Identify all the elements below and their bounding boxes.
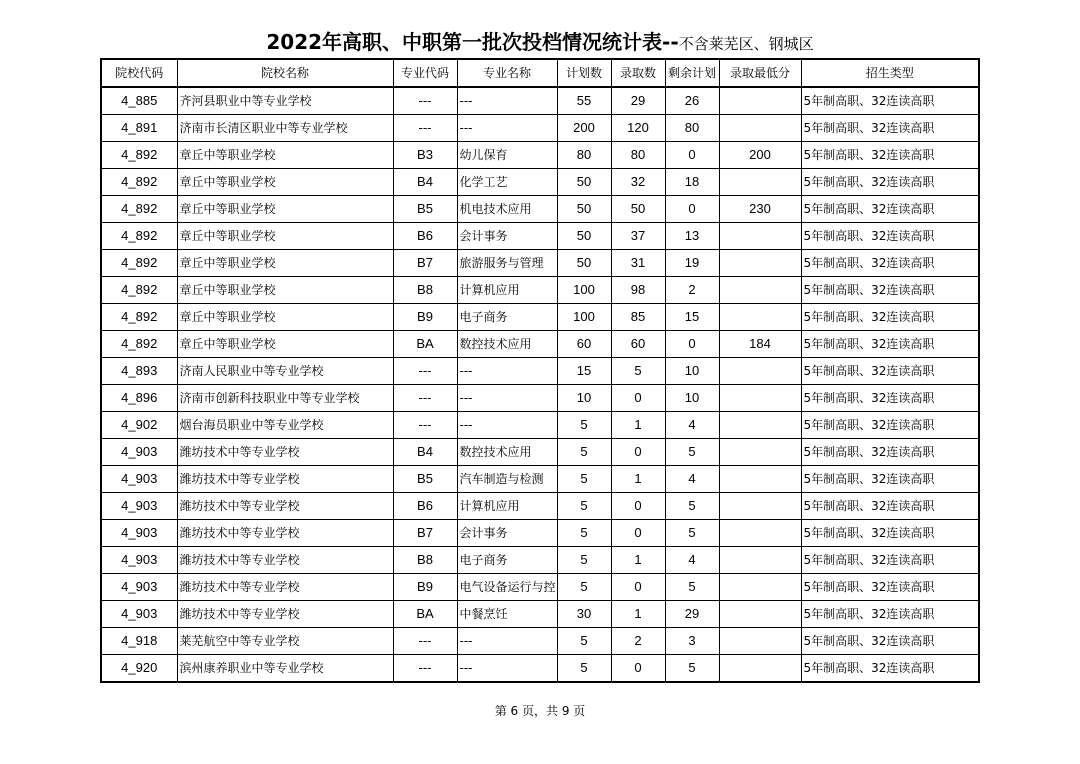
col-header-major-code: 专业代码 — [393, 59, 457, 87]
cell-plan: 30 — [557, 601, 611, 628]
cell-type: 5年制高职、32连读高职 — [801, 142, 979, 169]
cell-major-name: --- — [457, 87, 557, 115]
cell-remaining: 19 — [665, 250, 719, 277]
cell-major-name: 计算机应用 — [457, 277, 557, 304]
cell-major-code: B6 — [393, 223, 457, 250]
cell-admitted: 32 — [611, 169, 665, 196]
cell-plan: 50 — [557, 223, 611, 250]
cell-school-code: 4_885 — [101, 87, 177, 115]
cell-school-name: 章丘中等职业学校 — [177, 331, 393, 358]
cell-major-code: B4 — [393, 169, 457, 196]
cell-min-score — [719, 520, 801, 547]
table-row — [101, 412, 979, 439]
cell-remaining: 80 — [665, 115, 719, 142]
cell-major-name: --- — [457, 358, 557, 385]
cell-type: 5年制高职、32连读高职 — [801, 493, 979, 520]
cell-min-score — [719, 358, 801, 385]
cell-school-code: 4_903 — [101, 601, 177, 628]
cell-major-code: --- — [393, 358, 457, 385]
cell-school-code: 4_892 — [101, 331, 177, 358]
cell-school-code: 4_903 — [101, 439, 177, 466]
cell-major-name: 机电技术应用 — [457, 196, 557, 223]
cell-major-name: --- — [457, 385, 557, 412]
cell-major-name: 旅游服务与管理 — [457, 250, 557, 277]
page-title — [0, 26, 1080, 55]
table-row — [101, 574, 979, 601]
cell-min-score — [719, 385, 801, 412]
cell-major-name: 数控技术应用 — [457, 331, 557, 358]
title-main: 2022年高职、中职第一批次投档情况统计表-- — [266, 30, 679, 54]
cell-type: 5年制高职、32连读高职 — [801, 196, 979, 223]
table-row — [101, 628, 979, 655]
cell-major-name: --- — [457, 628, 557, 655]
cell-school-code: 4_891 — [101, 115, 177, 142]
cell-type: 5年制高职、32连读高职 — [801, 331, 979, 358]
cell-major-name: 电子商务 — [457, 304, 557, 331]
cell-remaining: 18 — [665, 169, 719, 196]
cell-school-name: 烟台海员职业中等专业学校 — [177, 412, 393, 439]
col-header-major-name: 专业名称 — [457, 59, 557, 87]
cell-plan: 5 — [557, 655, 611, 683]
cell-school-name: 潍坊技术中等专业学校 — [177, 601, 393, 628]
cell-min-score — [719, 466, 801, 493]
cell-type: 5年制高职、32连读高职 — [801, 574, 979, 601]
cell-major-name: 会计事务 — [457, 520, 557, 547]
cell-major-code: --- — [393, 115, 457, 142]
cell-plan: 15 — [557, 358, 611, 385]
cell-plan: 5 — [557, 520, 611, 547]
cell-major-code: B4 — [393, 439, 457, 466]
cell-min-score — [719, 628, 801, 655]
cell-major-code: --- — [393, 385, 457, 412]
cell-min-score — [719, 169, 801, 196]
table-row — [101, 223, 979, 250]
cell-min-score — [719, 655, 801, 683]
cell-type: 5年制高职、32连读高职 — [801, 358, 979, 385]
cell-major-name: 会计事务 — [457, 223, 557, 250]
cell-plan: 5 — [557, 493, 611, 520]
table-row — [101, 547, 979, 574]
cell-school-code: 4_892 — [101, 196, 177, 223]
cell-school-name: 章丘中等职业学校 — [177, 223, 393, 250]
cell-major-name: 幼儿保育 — [457, 142, 557, 169]
cell-remaining: 5 — [665, 439, 719, 466]
table-row — [101, 520, 979, 547]
cell-major-name: --- — [457, 115, 557, 142]
cell-remaining: 2 — [665, 277, 719, 304]
cell-major-code: B9 — [393, 574, 457, 601]
cell-remaining: 4 — [665, 412, 719, 439]
cell-school-code: 4_920 — [101, 655, 177, 683]
col-header-admitted: 录取数 — [611, 59, 665, 87]
cell-remaining: 0 — [665, 196, 719, 223]
cell-major-code: B8 — [393, 547, 457, 574]
cell-remaining: 0 — [665, 142, 719, 169]
cell-remaining: 13 — [665, 223, 719, 250]
cell-min-score — [719, 115, 801, 142]
cell-min-score — [719, 250, 801, 277]
cell-type: 5年制高职、32连读高职 — [801, 466, 979, 493]
cell-plan: 200 — [557, 115, 611, 142]
admissions-table — [100, 58, 980, 683]
cell-plan: 5 — [557, 412, 611, 439]
cell-min-score — [719, 439, 801, 466]
table-row — [101, 466, 979, 493]
cell-remaining: 3 — [665, 628, 719, 655]
cell-school-code: 4_903 — [101, 520, 177, 547]
cell-min-score — [719, 304, 801, 331]
cell-admitted: 0 — [611, 520, 665, 547]
cell-admitted: 0 — [611, 655, 665, 683]
cell-min-score: 200 — [719, 142, 801, 169]
cell-min-score — [719, 493, 801, 520]
cell-school-code: 4_892 — [101, 169, 177, 196]
cell-school-name: 潍坊技术中等专业学校 — [177, 547, 393, 574]
page-footer: 第 6 页，共 9 页 — [494, 704, 586, 718]
table-header-row — [101, 59, 979, 87]
table-row — [101, 304, 979, 331]
cell-min-score — [719, 223, 801, 250]
cell-type: 5年制高职、32连读高职 — [801, 250, 979, 277]
cell-school-code: 4_892 — [101, 223, 177, 250]
cell-remaining: 4 — [665, 547, 719, 574]
cell-min-score — [719, 574, 801, 601]
cell-major-name: 计算机应用 — [457, 493, 557, 520]
cell-major-code: B8 — [393, 277, 457, 304]
cell-min-score — [719, 547, 801, 574]
cell-major-code: BA — [393, 601, 457, 628]
cell-remaining: 10 — [665, 358, 719, 385]
cell-school-code: 4_892 — [101, 277, 177, 304]
cell-major-name: 电子商务 — [457, 547, 557, 574]
col-header-plan: 计划数 — [557, 59, 611, 87]
table-row — [101, 493, 979, 520]
cell-admitted: 50 — [611, 196, 665, 223]
cell-school-name: 济南人民职业中等专业学校 — [177, 358, 393, 385]
table-row — [101, 439, 979, 466]
cell-type: 5年制高职、32连读高职 — [801, 169, 979, 196]
cell-school-code: 4_903 — [101, 574, 177, 601]
cell-major-code: B7 — [393, 250, 457, 277]
cell-remaining: 10 — [665, 385, 719, 412]
col-header-remaining: 剩余计划 — [665, 59, 719, 87]
cell-school-name: 莱芜航空中等专业学校 — [177, 628, 393, 655]
col-header-school-code: 院校代码 — [101, 59, 177, 87]
cell-plan: 10 — [557, 385, 611, 412]
cell-type: 5年制高职、32连读高职 — [801, 655, 979, 683]
cell-school-code: 4_903 — [101, 493, 177, 520]
cell-admitted: 98 — [611, 277, 665, 304]
cell-remaining: 5 — [665, 655, 719, 683]
cell-remaining: 29 — [665, 601, 719, 628]
col-header-min-score: 录取最低分 — [719, 59, 801, 87]
title-subtitle: 不含莱芜区、钢城区 — [678, 35, 814, 53]
cell-school-code: 4_892 — [101, 304, 177, 331]
cell-major-code: B6 — [393, 493, 457, 520]
cell-school-name: 章丘中等职业学校 — [177, 250, 393, 277]
cell-major-code: B5 — [393, 466, 457, 493]
cell-remaining: 5 — [665, 520, 719, 547]
cell-major-code: B9 — [393, 304, 457, 331]
cell-major-code: --- — [393, 87, 457, 115]
cell-major-name: --- — [457, 412, 557, 439]
cell-plan: 60 — [557, 331, 611, 358]
cell-plan: 5 — [557, 574, 611, 601]
table-row — [101, 169, 979, 196]
cell-type: 5年制高职、32连读高职 — [801, 547, 979, 574]
table-body — [101, 87, 979, 682]
cell-type: 5年制高职、32连读高职 — [801, 439, 979, 466]
cell-type: 5年制高职、32连读高职 — [801, 385, 979, 412]
cell-school-name: 滨州康养职业中等专业学校 — [177, 655, 393, 683]
cell-admitted: 1 — [611, 547, 665, 574]
cell-min-score — [719, 601, 801, 628]
cell-admitted: 0 — [611, 493, 665, 520]
cell-major-code: --- — [393, 412, 457, 439]
cell-school-name: 潍坊技术中等专业学校 — [177, 493, 393, 520]
cell-school-name: 潍坊技术中等专业学校 — [177, 439, 393, 466]
cell-school-name: 潍坊技术中等专业学校 — [177, 466, 393, 493]
cell-school-code: 4_892 — [101, 142, 177, 169]
table-row — [101, 115, 979, 142]
cell-plan: 5 — [557, 547, 611, 574]
cell-plan: 100 — [557, 277, 611, 304]
cell-admitted: 29 — [611, 87, 665, 115]
cell-admitted: 85 — [611, 304, 665, 331]
cell-major-name: 电气设备运行与控 — [457, 574, 557, 601]
cell-type: 5年制高职、32连读高职 — [801, 304, 979, 331]
cell-min-score: 184 — [719, 331, 801, 358]
cell-admitted: 1 — [611, 601, 665, 628]
cell-plan: 50 — [557, 250, 611, 277]
cell-school-name: 潍坊技术中等专业学校 — [177, 574, 393, 601]
table-row — [101, 358, 979, 385]
cell-major-code: B7 — [393, 520, 457, 547]
cell-admitted: 80 — [611, 142, 665, 169]
cell-school-code: 4_903 — [101, 547, 177, 574]
cell-school-name: 章丘中等职业学校 — [177, 142, 393, 169]
cell-major-code: B3 — [393, 142, 457, 169]
cell-type: 5年制高职、32连读高职 — [801, 223, 979, 250]
col-header-school-name: 院校名称 — [177, 59, 393, 87]
table-row — [101, 142, 979, 169]
cell-school-name: 潍坊技术中等专业学校 — [177, 520, 393, 547]
cell-school-code: 4_902 — [101, 412, 177, 439]
cell-plan: 5 — [557, 466, 611, 493]
cell-remaining: 5 — [665, 574, 719, 601]
cell-school-name: 章丘中等职业学校 — [177, 304, 393, 331]
cell-remaining: 4 — [665, 466, 719, 493]
cell-school-code: 4_893 — [101, 358, 177, 385]
cell-type: 5年制高职、32连读高职 — [801, 628, 979, 655]
cell-school-name: 济南市长清区职业中等专业学校 — [177, 115, 393, 142]
cell-school-name: 章丘中等职业学校 — [177, 277, 393, 304]
cell-plan: 55 — [557, 87, 611, 115]
table-row — [101, 87, 979, 115]
cell-remaining: 26 — [665, 87, 719, 115]
cell-major-code: --- — [393, 655, 457, 683]
cell-major-name: 汽车制造与检测 — [457, 466, 557, 493]
cell-plan: 50 — [557, 169, 611, 196]
cell-admitted: 1 — [611, 466, 665, 493]
cell-min-score — [719, 412, 801, 439]
cell-type: 5年制高职、32连读高职 — [801, 87, 979, 115]
cell-remaining: 5 — [665, 493, 719, 520]
col-header-type: 招生类型 — [801, 59, 979, 87]
cell-plan: 5 — [557, 628, 611, 655]
cell-type: 5年制高职、32连读高职 — [801, 115, 979, 142]
cell-admitted: 0 — [611, 385, 665, 412]
table-row — [101, 331, 979, 358]
cell-type: 5年制高职、32连读高职 — [801, 412, 979, 439]
table-row — [101, 601, 979, 628]
cell-major-name: 数控技术应用 — [457, 439, 557, 466]
cell-major-name: 化学工艺 — [457, 169, 557, 196]
cell-school-name: 齐河县职业中等专业学校 — [177, 87, 393, 115]
cell-admitted: 60 — [611, 331, 665, 358]
cell-school-code: 4_903 — [101, 466, 177, 493]
cell-type: 5年制高职、32连读高职 — [801, 601, 979, 628]
cell-school-code: 4_918 — [101, 628, 177, 655]
cell-admitted: 0 — [611, 439, 665, 466]
cell-admitted: 1 — [611, 412, 665, 439]
table-row — [101, 655, 979, 683]
cell-major-code: --- — [393, 628, 457, 655]
cell-type: 5年制高职、32连读高职 — [801, 520, 979, 547]
cell-min-score — [719, 87, 801, 115]
cell-admitted: 0 — [611, 574, 665, 601]
cell-major-code: B5 — [393, 196, 457, 223]
cell-school-code: 4_896 — [101, 385, 177, 412]
cell-admitted: 37 — [611, 223, 665, 250]
cell-min-score — [719, 277, 801, 304]
cell-admitted: 31 — [611, 250, 665, 277]
table-row — [101, 196, 979, 223]
cell-plan: 5 — [557, 439, 611, 466]
cell-admitted: 120 — [611, 115, 665, 142]
cell-major-name: 中餐烹饪 — [457, 601, 557, 628]
cell-min-score: 230 — [719, 196, 801, 223]
cell-type: 5年制高职、32连读高职 — [801, 277, 979, 304]
cell-plan: 80 — [557, 142, 611, 169]
cell-major-name: --- — [457, 655, 557, 683]
cell-admitted: 5 — [611, 358, 665, 385]
cell-plan: 100 — [557, 304, 611, 331]
cell-remaining: 0 — [665, 331, 719, 358]
table-row — [101, 277, 979, 304]
table-row — [101, 250, 979, 277]
cell-school-name: 章丘中等职业学校 — [177, 169, 393, 196]
table-row — [101, 385, 979, 412]
cell-school-code: 4_892 — [101, 250, 177, 277]
cell-admitted: 2 — [611, 628, 665, 655]
cell-school-name: 章丘中等职业学校 — [177, 196, 393, 223]
cell-remaining: 15 — [665, 304, 719, 331]
cell-plan: 50 — [557, 196, 611, 223]
cell-school-name: 济南市创新科技职业中等专业学校 — [177, 385, 393, 412]
cell-major-code: BA — [393, 331, 457, 358]
